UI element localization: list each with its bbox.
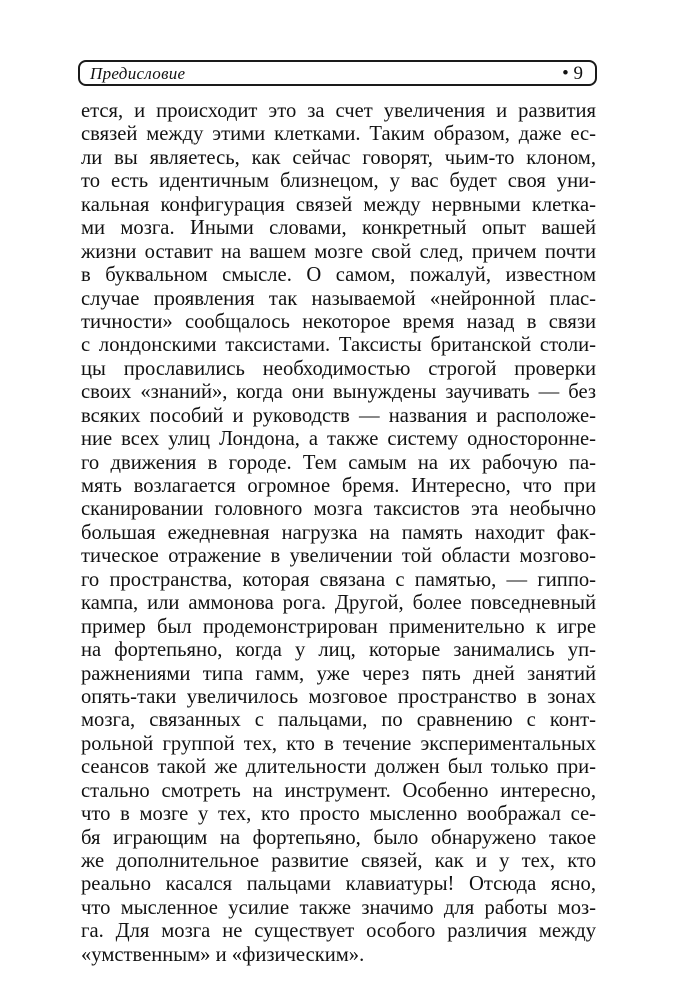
running-header (78, 60, 597, 86)
text-line: тичности» сообщалось некоторое время назад в связи (81, 310, 596, 333)
text-line: жизни оставит на вашем мозге свой след, причем почти (81, 240, 596, 263)
text-line: рольной группой тех, кто в течение экспериментальных (81, 732, 596, 755)
text-line: тическое отражение в увеличении той области мозгово- (81, 545, 596, 568)
page-number: • 9 (562, 63, 583, 84)
text-line: на фортепьяно, когда у лиц, которые занимались уп- (81, 639, 596, 662)
text-line: то есть идентичным близнецом, у вас будет своя уни- (81, 170, 596, 193)
text-line: связей между этими клетками. Таким образом, даже ес- (81, 123, 596, 146)
text-line: ражнениями типа гамм, уже через пять дней занятий (81, 662, 596, 685)
text-line: своих «знаний», когда они вынуждены заучивать — без (81, 381, 596, 404)
text-line: сеансов такой же длительности должен был только при- (81, 756, 596, 779)
text-line: га. Для мозга не существует особого различия между (81, 920, 596, 943)
text-line: го пространства, которая связана с памятью, — гиппо- (81, 568, 596, 591)
text-line: что мысленное усилие также значимо для работы моз- (81, 896, 596, 919)
text-line: мозга, связанных с пальцами, по сравнению с конт- (81, 709, 596, 732)
text-line: опять-таки увеличилось мозговое пространство в зонах (81, 685, 596, 708)
text-line: реально касался пальцами клавиатуры! Отсюда ясно, (81, 873, 596, 896)
text-line: го движения в городе. Тем самым на их рабочую па- (81, 451, 596, 474)
text-line: цы прославились необходимостью строгой проверки (81, 357, 596, 380)
text-line: ется, и происходит это за счет увеличения и развития (81, 100, 596, 122)
text-line: в буквальном смысле. О самом, пожалуй, известном (81, 264, 596, 287)
chapter-title: Предисловие (90, 64, 186, 83)
text-line: ние всех улиц Лондона, а также систему односторонне- (81, 428, 596, 451)
text-line: случае проявления так называемой «нейронной плас- (81, 287, 596, 310)
text-line: ли вы являетесь, как сейчас говорят, чьим-то клоном, (81, 146, 596, 169)
text-line: стально смотреть на инструмент. Особенно интересно, (81, 779, 596, 802)
text-line: большая ежедневная нагрузка на память находит фак- (81, 521, 596, 544)
text-line: бя играющим на фортепьяно, было обнаружено такое (81, 826, 596, 849)
text-line: с лондонскими таксистами. Таксисты британской столи- (81, 334, 596, 357)
text-line: «умственным» и «физическим». (81, 943, 365, 966)
text-line: сканировании головного мозга таксистов эта необычно (81, 498, 596, 521)
text-line: что в мозге у тех, кто просто мысленно воображал се- (81, 803, 596, 826)
text-line: пример был продемонстрирован применительно к игре (81, 615, 596, 638)
text-line: кампа, или аммонова рога. Другой, более повседневный (81, 592, 596, 615)
text-line: всяких пособий и руководств — названия и расположе- (81, 404, 596, 427)
text-line: мять возлагается огромное бремя. Интересно, что при (81, 475, 596, 497)
body-text (81, 100, 596, 967)
text-line: ми мозга. Иными словами, конкретный опыт вашей (81, 217, 596, 240)
text-line: кальная конфигурация связей между нервными клетка- (81, 193, 596, 216)
text-line: же дополнительное развитие связей, как и у тех, кто (81, 850, 596, 872)
